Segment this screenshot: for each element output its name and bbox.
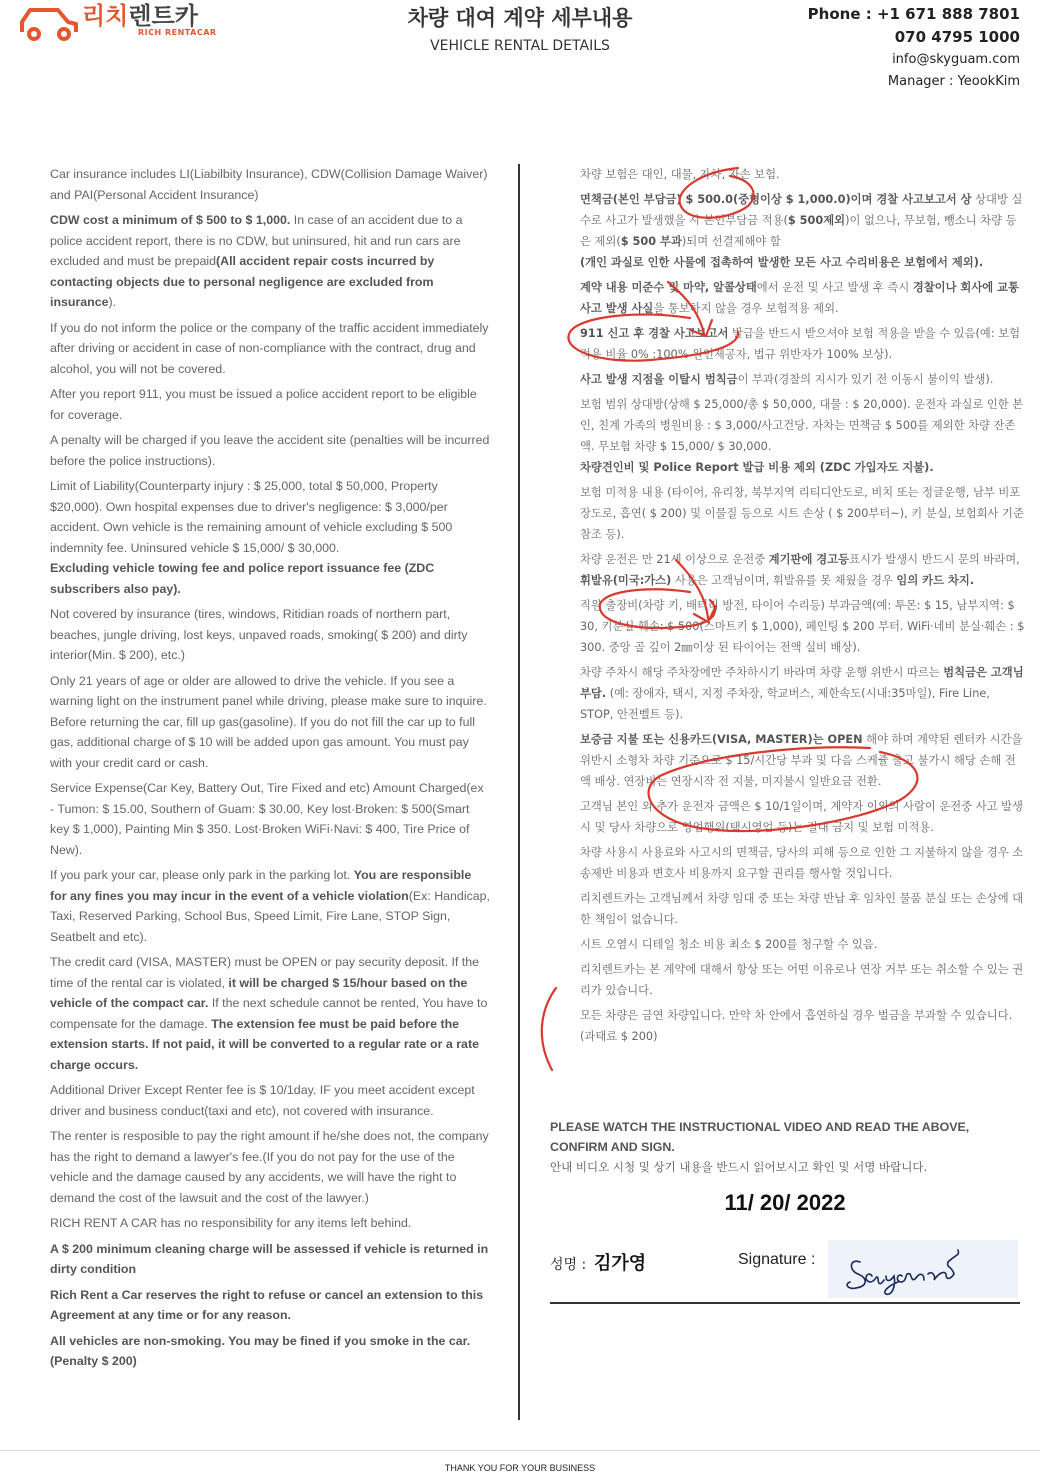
notice-english: PLEASE WATCH THE INSTRUCTIONAL VIDEO AND READ THE ABOVE, CONFIRM AND SIGN. [550,1120,970,1154]
term-extension: Rich Rent a Car reserves the right to refuse or cancel an extension to this Agreement at any time or for any reason. [50,1287,484,1322]
kr-term-cleaning: 시트 오염시 디테일 청소 비용 최소 $ 200를 청구할 수 있음. [580,938,878,951]
kr-term-lawyer-fee: 차량 사용시 사용료와 사고시의 면책금, 당사의 피해 등으로 인한 그 지불하지 않을 경우 소송제반 비용과 변호사 비용까지 요구할 권리를 행사할 것입니다. [580,846,1024,880]
kr-term-extension: 리치렌트카는 본 계약에 대해서 항상 또는 어떤 이유로나 연장 거부 또는 취소할 수 있는 권리가 있습니다. [580,963,1024,997]
term-cdw: CDW cost a minimum of $ 500 to $ 1,000. In case of an accident due to a police accident report, there is no CDW, but uninsured, hit and run cars are excluded and must be prepaid(All accident repair costs incurred by contacting objects due to personal negligence are excluded from insurance). [50,213,463,309]
kr-term-penalty: 사고 발생 지점을 이탈시 범칙금이 부과(경찰의 지시가 있기 전 이동시 불이익 발생). [580,373,994,386]
signature-row [550,1240,1020,1304]
kr-term-insurance: 차량 보험은 대인, 대물, 자차, 자손 보험. [580,168,780,181]
renter-name: 김가영 [594,1253,647,1274]
term-liability: Limit of Liability(Counterparty injury : $ 25,000, total $ 50,000, Property $20,000). Own hospital expenses due to driver's negligence: $ 3,000/per accident. Own vehicle is the remaining amount of vehicle excluding $ 500 indemnity fee. Uninsured vehicle $ 15,000/ $ 30,000. Excluding vehicle towing fee and police report issuance fee (ZDC subscribers also pay). [50,479,453,596]
term-credit-card: The credit card (VISA, MASTER) must be OPEN or pay security deposit. If the time of the rental car is violated, it will be charged $ 15/hour based on the vehicle of the compact car. If the next schedule cannot be rented, You have to compensate for the damage. The extension fee must be paid before the extension starts. If not paid, it will be converted to a regular rate or a rate charge occurs. [50,955,488,1072]
term-parking: If you park your car, please only park in the parking lot. You are responsible for any fines you may incur in the event of a vehicle violation(Ex: Handicap, Taxi, Reserved Parking, School Bus, Speed Limit, Fire Lane, STOP Sign, Seatbelt and etc). [50,868,490,944]
kr-term-items-left: 리치렌트카는 고객님께서 차량 임대 중 또는 차량 반납 후 임차인 물품 분실 또는 손상에 대한 책임이 없습니다. [580,892,1024,926]
term-notify: If you do not inform the police or the company of the traffic accident immediately after driving or accident in case of non-compliance with the contract, drug and alcohol, you will not be covered. [50,320,489,376]
term-lawyer-fee: The renter is resposible to pay the right amount if he/she does not, the company has the right to demand a lawyer's fee.(If you do not pay for the use of the vehicle and the damage caused by any accidents, we will have the right to demand the cost of the lawsuit and the cost of the lawyer.) [50,1129,489,1205]
korean-terms-column [580,164,1025,1051]
car-logo-icon [18,2,80,42]
kr-term-911: 911 신고 후 경찰 사고보고서 발급을 반드시 받으셔야 보험 적용을 받을 수 있음(예: 보험 적용 비율 0% :100% 원인제공자, 법규 위반자가 100% 보상). [580,327,1020,361]
kr-term-non-smoking: 모든 차량은 금연 차량입니다. 만약 차 안에서 흡연하실 경우 벌금을 부과할 수 있습니다. (과태료 $ 200) [580,1009,1013,1043]
annotation-bracket-cleaning [542,988,556,1070]
kr-term-notify: 계약 내용 미준수 및 마약, 알콜상태에서 운전 및 사고 발생 후 즉시 경찰이나 회사에 교통 사고 발생 사실을 통보하지 않을 경우 보험적용 제외. [580,281,1019,315]
title-english: VEHICLE RENTAL DETAILS [430,38,610,54]
manager-name: Manager : YeookKim [887,74,1020,89]
contact-info [808,3,1020,93]
email-address: info@skyguam.com [892,52,1020,67]
term-penalty: A penalty will be charged if you leave the accident site (penalties will be incurred before the police instructions). [50,433,490,468]
title-korean: 차량 대여 계약 세부내용 [407,6,633,30]
english-terms-column [50,164,490,1377]
kr-term-additional-driver: 고객님 본인 외 추가 운전자 금액은 $ 10/1일이며, 계약자 이외의 사람이 운전중 사고 발생시 및 당사 차량으로 영업행위(택시영업 등)는 절대 금지 및 보험 미적용. [580,800,1023,834]
term-age-gas: Only 21 years of age or older are allowed to drive the vehicle. If you see a warning light on the instrument panel while driving, please make sure to inquire. Before returning the car, fill up gas(gasoline). If you do not fill the car up to full gas, additional charge of $ 10 will be added upon gas amount. You must pay with your credit card or cash. [50,673,487,770]
phone-number: Phone : +1 671 888 7801 [807,5,1020,23]
term-non-smoking: All vehicles are non-smoking. You may be fined if you smoke in the car. (Penalty $ 200) [50,1333,471,1368]
term-items-left: RICH RENT A CAR has no responsibility for any items left behind. [50,1216,412,1230]
term-service-expense: Service Expense(Car Key, Battery Out, Tire Fixed and etc) Amount Charged(ex - Tumon: $ 15.00, Southern of Guam: $ 30.00, Key lost·Broken: $ 500(Smart key $ 1,000), Painting Min $ 350. Lost·Broken WiFi·Navi: $ 400, Tire Price of New). [50,781,484,857]
kr-term-liability: 보험 범위 상대방(상해 $ 25,000/총 $ 50,000, 대물 : $ 20,000). 운전자 과실로 인한 본인, 친계 가족의 병원비용 : $ 3,000/사고건당. 자차는 면책금 $ 500를 제외한 차량 잔존액. 무보험 차량 $ 15,000/ $ 30,000. 차량견인비 및 Police Report 발급 비용 제외 (ZDC 가입자도 지불). [580,398,1024,474]
phone-number-2: 070 4795 1000 [894,28,1020,46]
term-insurance: Car insurance includes LI(Liabilbity Insurance), CDW(Collision Damage Waiver) and PAI(Personal Accident Insurance) [50,167,488,202]
logo-kr-2: 렌트카 [128,2,198,30]
logo-kr-1: 리치 [82,2,129,30]
term-911: After you report 911, you must be issued a police accident report to be eligible for coverage. [50,387,477,422]
footer-text: THANK YOU FOR YOUR BUSINESS [444,1463,596,1473]
term-cleaning: A $ 200 minimum cleaning charge will be assessed if vehicle is returned in dirty condition [50,1241,489,1276]
kr-term-service-expense: 직원 출장비(차량 키, 배터리 방전, 타이어 수리등) 부과금액(예: 투몬: $ 15, 남부지역: $ 30, 키분실·훼손: $ 500(스마트키 $ 1,000), 페인팅 $ 200 부터. WiFi·네비 분실·훼손 : $ 300. 중앙 골 깊이 2㎜이상 된 타이어는 전액 실비 배상). [580,599,1025,654]
sign-notice [550,1117,1020,1177]
term-not-covered: Not covered by insurance (tires, windows, Ritidian roads of northern part, beaches, jungle driving, lost keys, unpaved roads, smoking( $ 200) and dirty interior(Min. $ 200), etc.) [50,607,468,662]
kr-term-age-gas: 차량 운전은 만 21세 이상으로 운전중 계기판에 경고등표시가 발생시 반드시 문의 바라며, 휘발유(미국:가스) 사용은 고객님이며, 휘발유를 못 채웠을 경우 임의 카드 차지. [580,553,1020,587]
document-header [0,0,1040,140]
notice-korean: 안내 비디오 시청 및 상기 내용을 반드시 읽어보시고 확인 및 서명 바랍니다. [550,1160,928,1174]
kr-term-parking: 차량 주차시 해당 주차장에만 주차하시기 바라며 차량 운행 위반시 따르는 범칙금은 고객님 부담. (예: 장애자, 택시, 지정 주차장, 학교버스, 제한속도(시내:35마일), Fire Line, STOP, 안전벨트 등). [580,666,1024,721]
contract-date: 11/ 20/ 2022 [724,1190,846,1215]
name-label: 성명 : [550,1257,587,1273]
signature-box[interactable] [828,1240,1018,1298]
signature-label: Signature : [738,1251,816,1268]
company-logo [18,2,238,42]
term-additional-driver: Additional Driver Except Renter fee is $ 10/1day. IF you meet accident except driver and business conduct(taxi and etc), not covered with insurance. [50,1083,475,1118]
kr-term-not-covered: 보험 미적용 내용 (타이어, 유리창, 북부지역 리티디안도로, 비치 또는 정글운행, 남부 비포장도로, 흡연( $ 200) 및 이물질 등으로 시트 손상 ( $ 200부터~), 키 분실, 보험회사 기준 참조 등). [580,486,1024,541]
handwritten-signature-icon [828,1240,1018,1298]
logo-en: RICH RENTACAR [138,28,217,37]
kr-term-credit-card: 보증금 지불 또는 신용카드(VISA, MASTER)는 OPEN 해야 하며 계약된 렌터카 시간을 위반시 소형차 차량 기준으로 $ 15/시간당 부과 및 다음 스케쥴 출고 불가시 해당 손해 전액 배상. 연장비는 연장시작 전 지불, 미지불시 일반요금 전환. [580,733,1023,788]
column-divider [518,164,520,1420]
footer-divider [0,1450,1040,1451]
kr-term-deductible: 면책금(본인 부담금) $ 500.0(중형이상 $ 1,000.0)이며 경찰 사고보고서 상 상대방 실수로 사고가 발생했을 시 본인부담금 적용($ 500제외)이 없으나, 무보험, 뺑소니 차량 등은 제외($ 500 부과)되며 선결제해야 함 (개인 과실로 인한 사물에 접촉하여 발생한 모든 사고 수리비용은 보험에서 제외). [580,193,1023,269]
